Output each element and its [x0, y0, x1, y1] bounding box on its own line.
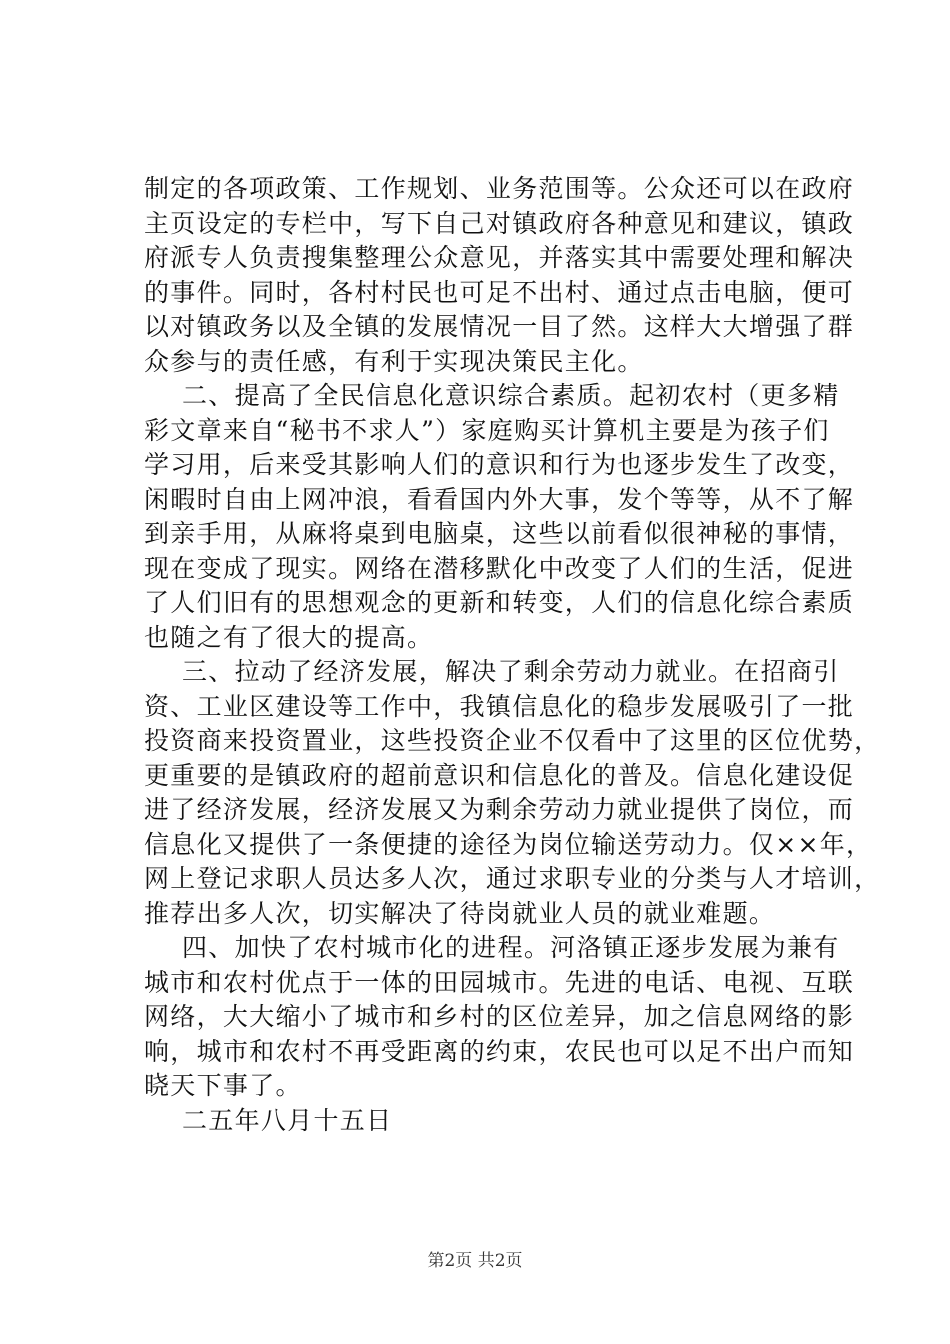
text-line: 众参与的责任感，有利于实现决策民主化。 — [144, 346, 644, 376]
paragraph-heading-line: 三、拉动了经济发展，解决了剩余劳动力就业。在招商引 — [182, 657, 840, 686]
text-line: 资、工业区建设等工作中，我镇信息化的稳步发展吸引了一批 — [144, 691, 855, 721]
text-line: 进了经济发展，经济发展又为剩余劳动力就业提供了岗位，而 — [144, 795, 855, 824]
text-line: 主页设定的专栏中，写下自己对镇政府各种意见和建议，镇政 — [144, 208, 855, 238]
text-line: 彩文章来自“秘书不求人”）家庭购买计算机主要是为孩子们 — [144, 415, 830, 445]
text-line: 网上登记求职人员达多人次，通过求职专业的分类与人才培训， — [144, 864, 881, 893]
document-body — [144, 172, 881, 1138]
document-date: 二五年八月十五日 — [182, 1105, 393, 1135]
text-line: 信息化又提供了一条便捷的途径为岗位输送劳动力。仅××年， — [144, 829, 873, 859]
page-number-footer: 第2页 共2页 — [427, 1251, 523, 1271]
text-line: 以对镇政务以及全镇的发展情况一目了然。这样大大增强了群 — [144, 312, 855, 341]
text-line: 闲暇时自由上网冲浪，看看国内外大事，发个等等，从不了解 — [144, 484, 855, 514]
paragraph-heading-line: 二、提高了全民信息化意识综合素质。起初农村（更多精 — [182, 381, 840, 410]
paragraph-heading-line: 四、加快了农村城市化的进程。河洛镇正逐步发展为兼有 — [182, 933, 840, 962]
text-line: 城市和农村优点于一体的田园城市。先进的电话、电视、互联 — [144, 967, 855, 997]
text-line: 学习用，后来受其影响人们的意识和行为也逐步发生了改变， — [144, 450, 855, 479]
text-line: 投资商来投资置业，这些投资企业不仅看中了这里的区位优势， — [144, 726, 881, 755]
text-line: 更重要的是镇政府的超前意识和信息化的普及。信息化建设促 — [144, 760, 855, 790]
text-line: 现在变成了现实。网络在潜移默化中改变了人们的生活，促进 — [144, 553, 855, 583]
text-line: 网络，大大缩小了城市和乡村的区位差异，加之信息网络的影 — [144, 1002, 855, 1031]
text-line: 制定的各项政策、工作规划、业务范围等。公众还可以在政府 — [144, 174, 855, 203]
text-line: 的事件。同时，各村村民也可足不出村、通过点击电脑，便可 — [144, 277, 855, 307]
text-line: 了人们旧有的思想观念的更新和转变，人们的信息化综合素质 — [144, 588, 855, 617]
text-line: 晓天下事了。 — [144, 1071, 302, 1100]
text-line: 响，城市和农村不再受距离的约束，农民也可以足不出户而知 — [144, 1036, 855, 1066]
text-line: 府派专人负责搜集整理公众意见，并落实其中需要处理和解决 — [144, 243, 855, 272]
text-line: 也随之有了很大的提高。 — [144, 622, 434, 652]
text-line: 推荐出多人次，切实解决了待岗就业人员的就业难题。 — [144, 898, 776, 928]
text-line: 到亲手用，从麻将桌到电脑桌，这些以前看似很神秘的事情， — [144, 519, 855, 548]
